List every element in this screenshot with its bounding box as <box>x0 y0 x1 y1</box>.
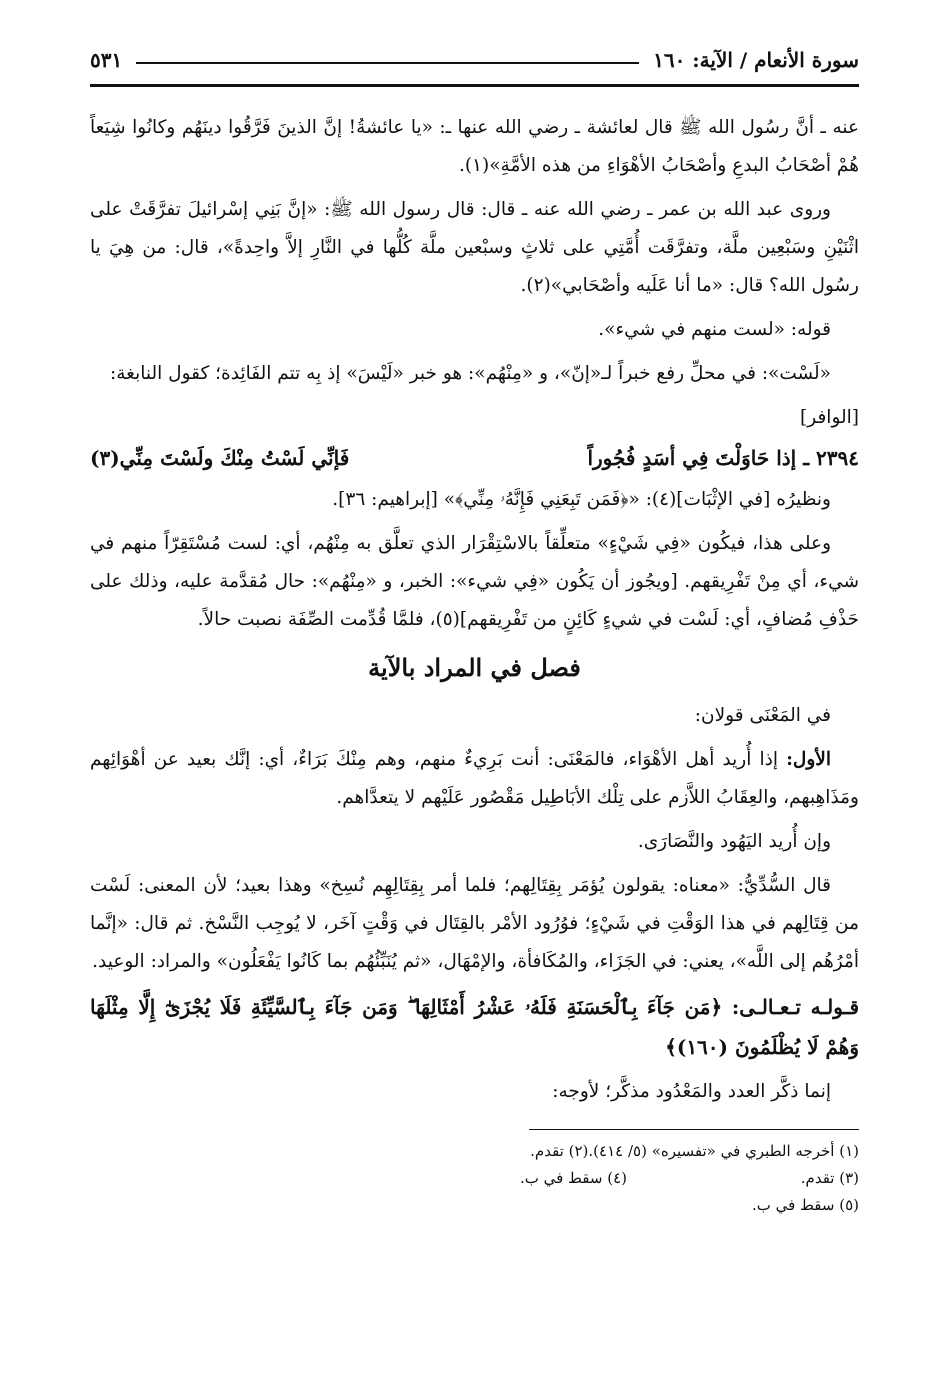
footnotes <box>90 1138 859 1219</box>
paragraph-5: ونظيرُه [في الإثْبَات](٤): «﴿فَمَن تَبِعَنِي فَإِنَّهُۥ مِنِّي﴾» [إبراهيم: ٣٦]. <box>332 489 831 510</box>
footnote-1: (١) أخرجه الطبري في «تفسيره» (٥/ ٤١٤). <box>588 1142 859 1160</box>
first-opinion-text: إذا أُريد أهل الأهْوَاء، فالمَعْنَى: أنت بَرِيءٌ منهم، وهم مِنْكَ بَرَاءٌ، أي: إنَّك بعيد عن أهْوَائِهم ومَذَاهِبهم، والعِقَابُ اللاَّزم على تِلْك الأبَاطِيل مَقْصُور عَلَيْهم لا يتعدَّاهم. <box>90 749 859 808</box>
paragraph-6: وعلى هذا، فيكُون «فِي شَيْءٍ» متعلِّقاً بالاسْتِقْرَار الذي تعلَّق به مِنْهُم، أي: لست مُسْتَقِرّاً منهم في شيء، أي مِنْ تَفْرِيقهم. [ويجُوز أن يَكُون «فِي شيء»: الخبر، و «مِنْهُم»: حال مُقدَّمة عليه، وذلك على حَذْفِ مُضافٍ، أي: لَسْت في شيءٍ كَائِنٍ من تَفْرِيقهم](٥)، فلمَّا قُدِّمت الصِّفَة نصبت حالاً. <box>90 533 859 630</box>
footnote-4: (٤) سقط في ب. <box>519 1169 627 1187</box>
verse-first-half: ٢٣٩٤ ـ إذا حَاوَلْتَ فِي أسَدٍ فُجُوراً <box>587 446 859 470</box>
header-line <box>136 62 639 64</box>
section-title: فصل في المراد بالآية <box>368 653 581 682</box>
last-paragraph: إنما ذكَّر العدد والمَعْدُود مذكَّر؛ لأوجه: <box>552 1081 831 1102</box>
footnote-row-1 <box>90 1138 859 1165</box>
footnote-5: (٥) سقط في ب. <box>751 1196 859 1214</box>
second-opinion: وإن أُريد اليَهُود والنَّصَارَى. <box>637 831 831 852</box>
footnote-2: (٢) تقدم. <box>530 1142 589 1160</box>
quran-verse <box>90 987 859 1067</box>
paragraph-3: قوله: «لست منهم في شيء». <box>598 319 831 340</box>
verse-second-half: فَإنِّي لَسْتُ مِنْكَ ولَسْتَ مِنِّي(٣) <box>90 446 350 470</box>
header-rule <box>90 84 859 87</box>
first-opinion-label: الأول: <box>786 749 831 770</box>
poetry-verse <box>90 439 859 477</box>
paragraph-1: عنه ـ أنَّ رسُول الله ﷺ قال لعائشة ـ رضي الله عنها ـ: «يا عائشةُ! إنَّ الذينَ فَرَّقُوا دينَهُم وكانُوا شِيَعاً هُمْ أصْحَابُ البدعِ وأصْحَابُ الأهْوَاءِ من هذه الأمَّةِ»(١). <box>90 117 859 176</box>
quran-label: قـولـه تـعـالـى: <box>722 995 860 1019</box>
suddi-paragraph: قال السُّدِّيُّ: «معناه: يقولون يُؤمَر بِقِتَالِهم؛ فلما أمر بِقِتَالِهِم نُسِخ» وهذا بعيد؛ لأن المعنى: لَسْت من قِتَالِهم في هذا الوَقْتِ في شَيْءٍ؛ فوُرُود الأمْر بالقِتَال في وَقْتٍ آخَر، لا يُوجِب النَّسْخ. ثم قال: «إنَّما أمْرُهُم إلى اللَّه»، يعني: في الجَزَاء، والمُكَافأة، والإمْهَال، «ثم يُنَبِّئُهُم بما كَانُوا يَفْعَلُون» والمراد: الوعيد. <box>90 875 859 972</box>
footnote-row-3 <box>90 1192 859 1219</box>
footnote-3: (٣) تقدم. <box>800 1169 859 1187</box>
header-title: سورة الأنعام / الآية: ١٦٠ <box>653 48 859 72</box>
quran-text: ﴿مَن جَآءَ بِٱلْحَسَنَةِ فَلَهُۥ عَشْرُ أَمْثَالِهَا ۖ وَمَن جَآءَ بِٱلسَّيِّئَةِ فَلَا يُجْزَىٰٓ إِلَّا مِثْلَهَا وَهُمْ لَا يُظْلَمُونَ (١٦٠)﴾ <box>90 995 859 1059</box>
page-number: ٥٣١ <box>90 48 123 72</box>
footnote-row-2 <box>90 1165 859 1192</box>
page-body <box>90 109 859 1111</box>
footnote-rule <box>529 1129 859 1130</box>
paragraph-4: «لَسْت»: في محلِّ رفع خبراً لـ«إنّ»، و «مِنْهُم»: هو خبر «لَيْسَ» إذ بِه تتم الفَائِدة؛ كقول النابغة: <box>110 363 831 384</box>
section-intro: في المَعْنَى قولان: <box>694 705 831 726</box>
first-opinion <box>90 741 859 817</box>
poem-meter: [الوافر] <box>800 407 859 428</box>
paragraph-2: وروى عبد الله بن عمر ـ رضي الله عنه ـ قال: قال رسول الله ﷺ: «إنَّ بَنِي إسْرائيلَ تفرَّقَتْ على اثْنَيْنِ وسَبْعِين ملَّة، وتفرَّقَت أُمَّتِي على ثلاثٍ وسبْعين ملَّة كُلُّها في النَّارِ إلاَّ واحِدةً»، قال: من هِيَ يا رسُول الله؟ قال: «ما أنا عَلَيه وأصْحَابي»(٢). <box>90 199 859 296</box>
running-header <box>90 40 859 80</box>
